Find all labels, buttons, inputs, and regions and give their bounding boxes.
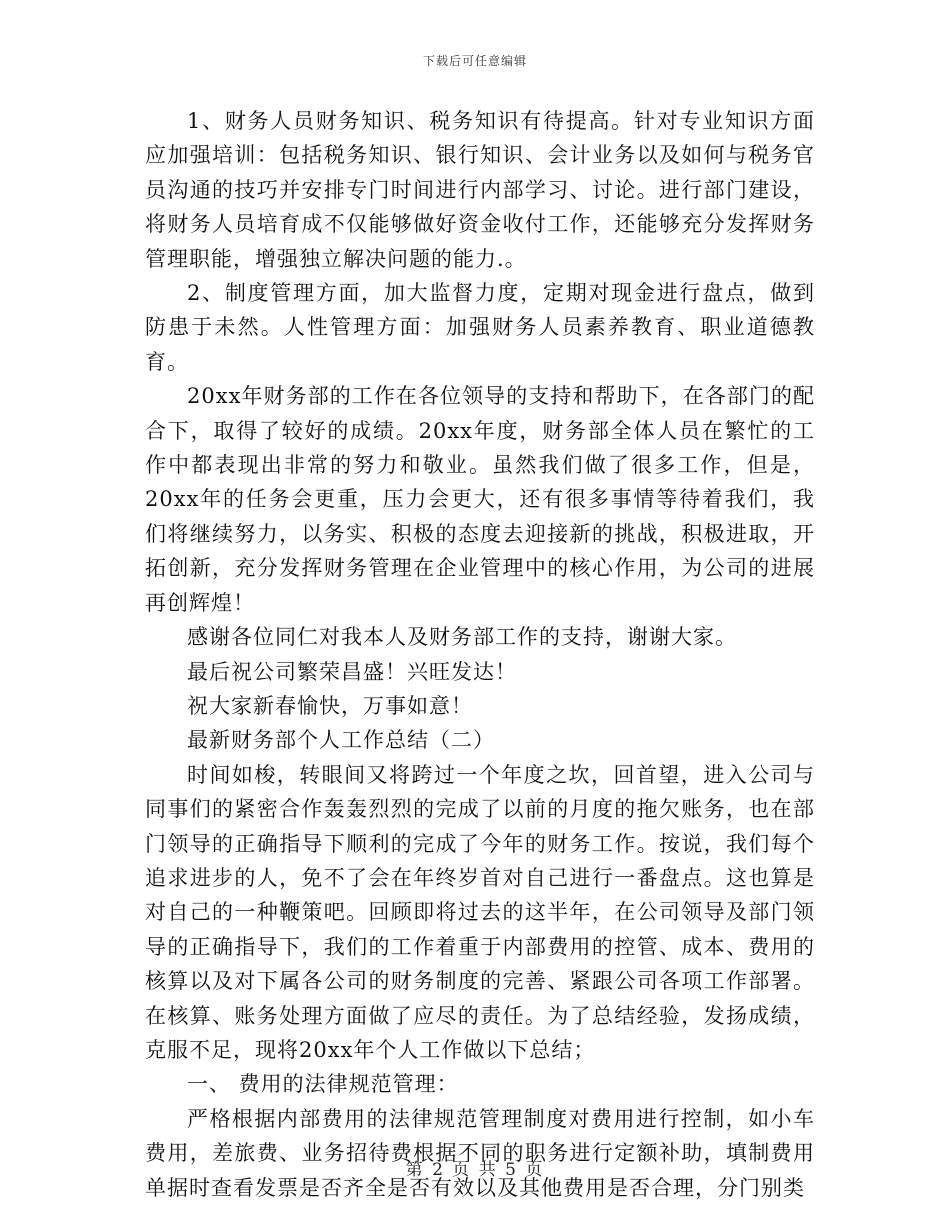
page-header-note: 下载后可任意编辑 bbox=[422, 54, 527, 68]
paragraph-expense-control: 严格根据内部费用的法律规范管理制度对费用进行控制，如小车费用，差旅费、业务招待费根据不同的职务进行定额补助，填制费用单据时查看发票是否齐全是否有效以及其他费用是否合理，分门别类 bbox=[145, 1106, 815, 1200]
section-title: 最新财务部个人工作总结（二） bbox=[187, 728, 495, 753]
paragraph-system-management: 2、制度管理方面，加大监督力度，定期对现金进行盘点，做到防患于未然。人性管理方面：加强财务人员素养教育、职业道德教育。 bbox=[145, 281, 815, 374]
paragraph-training: 1、财务人员财务知识、税务知识有待提高。针对专业知识方面应加强培训：包括税务知识、银行知识、会计业务以及如何与税务官员沟通的技巧并安排专门时间进行内部学习、讨论。进行部门建设，将财务人员培育成不仅能够做好资金收付工作，还能够充分发挥财务管理职能，增强独立解决问题的能力.。 bbox=[145, 109, 815, 271]
paragraph-thanks: 感谢各位同仁对我本人及财务部工作的支持，谢谢大家。 bbox=[187, 625, 737, 650]
paragraph-wish-everyone: 祝大家新春愉快，万事如意！ bbox=[187, 693, 473, 718]
paragraph-annual-review: 20xx年财务部的工作在各位领导的支持和帮助下，在各部门的配合下，取得了较好的成绩。20xx年度，财务部全体人员在繁忙的工作中都表现出非常的努力和敬业。虽然我们做了很多工作，但是，20xx年的任务会更重，压力会更大，还有很多事情等待着我们，我们将继续努力，以务实、积极的态度去迎接新的挑战，积极进取，开拓创新，充分发挥财务管理在企业管理中的核心作用，为公司的进展再创辉煌！ bbox=[145, 384, 815, 615]
section-heading-expenses: 一、 费用的法律规范管理： bbox=[187, 1072, 459, 1097]
paragraph-wish-company: 最后祝公司繁荣昌盛！兴旺发达！ bbox=[187, 659, 517, 684]
page-number-footer: 第 2 页 共 5 页 bbox=[405, 1160, 545, 1180]
document-body bbox=[145, 104, 815, 1205]
paragraph-summary-intro: 时间如梭，转眼间又将跨过一个年度之坎，回首望，进入公司与同事们的紧密合作轰轰烈烈的完成了以前的月度的拖欠账务，也在部门领导的正确指导下顺利的完成了今年的财务工作。按说，我们每个追求进步的人，免不了会在年终岁首对自己进行一番盘点。这也算是对自己的一种鞭策吧。回顾即将过去的这半年，在公司领导及部门领导的正确指导下，我们的工作着重于内部费用的控管、成本、费用的核算以及对下属各公司的财务制度的完善、紧跟公司各项工作部署。在核算、账务处理方面做了应尽的责任。为了总结经验，发扬成绩，克服不足，现将20xx年个人工作做以下总结； bbox=[145, 762, 815, 1062]
